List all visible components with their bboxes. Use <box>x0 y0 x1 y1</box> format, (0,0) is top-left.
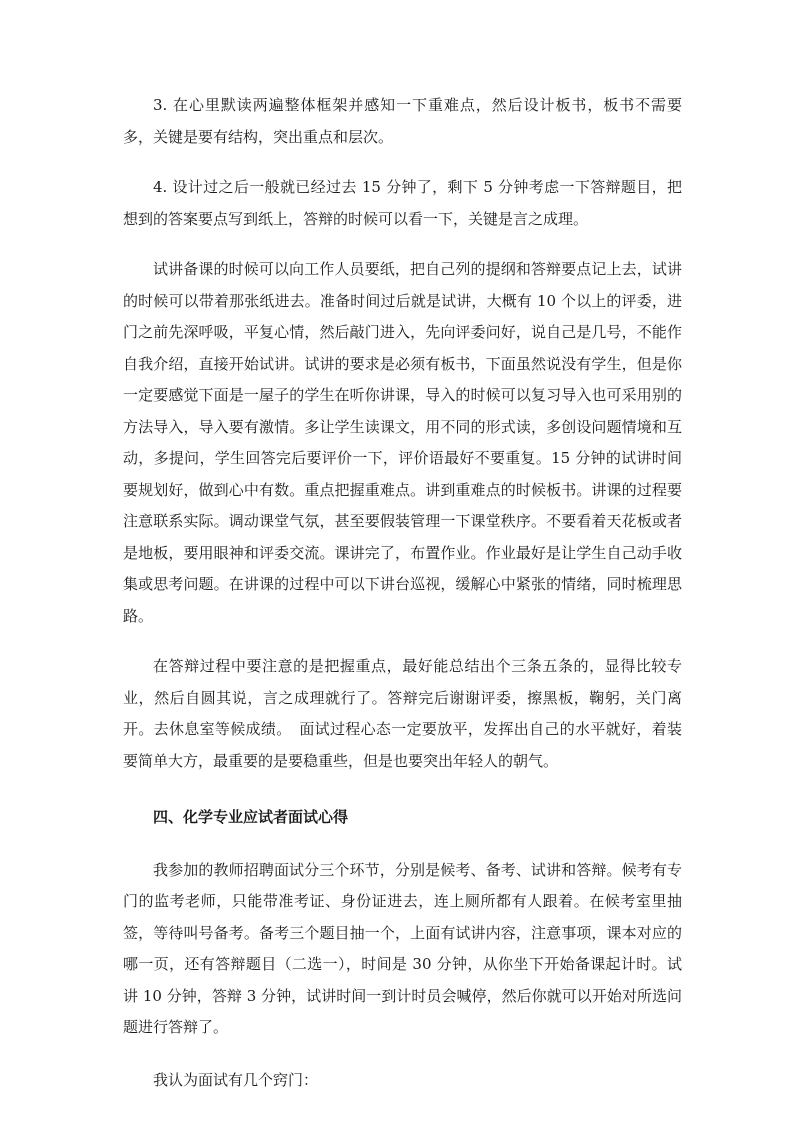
paragraph-step-3: 3. 在心里默读两遍整体框架并感知一下重难点，然后设计板书，板书不需要多，关键是要有结构，突出重点和层次。 <box>123 96 682 146</box>
paragraph-interview-stages: 我参加的教师招聘面试分三个环节，分别是候考、备考、试讲和答辩。候考有专门的监考老师，只能带准考证、身份证进去，连上厕所都有人跟着。在候考室里抽签，等待叫号备考。备考三个题目抽一个，上面有试讲内容，注意事项，课本对应的哪一页，还有答辩题目（二选一），时间是 30 分钟，从你坐下开始备课起计时。试讲 10 分钟，答辩 3 分钟，试讲时间一到计时员会喊停，然后你就可以开始对所选问题进行答辩了。 <box>123 860 682 1036</box>
paragraph-trial-lecture: 试讲备课的时候可以向工作人员要纸，把自己列的提纲和答辩要点记上去，试讲的时候可以带着那张纸进去。准备时间过后就是试讲，大概有 10 个以上的评委，进门之前先深呼吸，平复心情，然后敲门进入，先向评委问好，说自己是几号，不能作自我介绍，直接开始试讲。试讲的要求是必须有板书，下面虽然说没有学生，但是你一定要感觉下面是一屋子的学生在听你讲课，导入的时候可以复习导入也可采用别的方法导入，导入要有激情。多让学生读课文，用不同的形式读，多创设问题情境和互动，多提问，学生回答完后要评价一下，评价语最好不要重复。15 分钟的试讲时间要规划好，做到心中有数。重点把握重难点。讲到重难点的时候板书。讲课的过程要注意联系实际。调动课堂气氛，甚至要假装管理一下课堂秩序。不要看着天花板或者是地板，要用眼神和评委交流。课讲完了，布置作业。作业最好是让学生自己动手收集或思考问题。在讲课的过程中可以下讲台巡视，缓解心中紧张的情绪，同时梳理思路。 <box>123 260 682 625</box>
paragraph-step-4: 4. 设计过之后一般就已经过去 15 分钟了，剩下 5 分钟考虑一下答辩题目，把想到的答案要点写到纸上，答辩的时候可以看一下，关键是言之成理。 <box>123 178 682 228</box>
paragraph-defense: 在答辩过程中要注意的是把握重点，最好能总结出个三条五条的，显得比较专业，然后自圆其说，言之成理就行了。答辩完后谢谢评委，擦黑板，鞠躬，关门离开。去休息室等候成绩。 面试过程心态一定要放平，发挥出自己的水平就好，着装要简单大方，最重要的是要稳重些，但是也要突出年轻人的朝气。 <box>123 657 682 770</box>
section-heading: 四、化学专业应试者面试心得 <box>153 808 349 826</box>
paragraph-tips-intro: 我认为面试有几个窍门： <box>153 1070 319 1089</box>
